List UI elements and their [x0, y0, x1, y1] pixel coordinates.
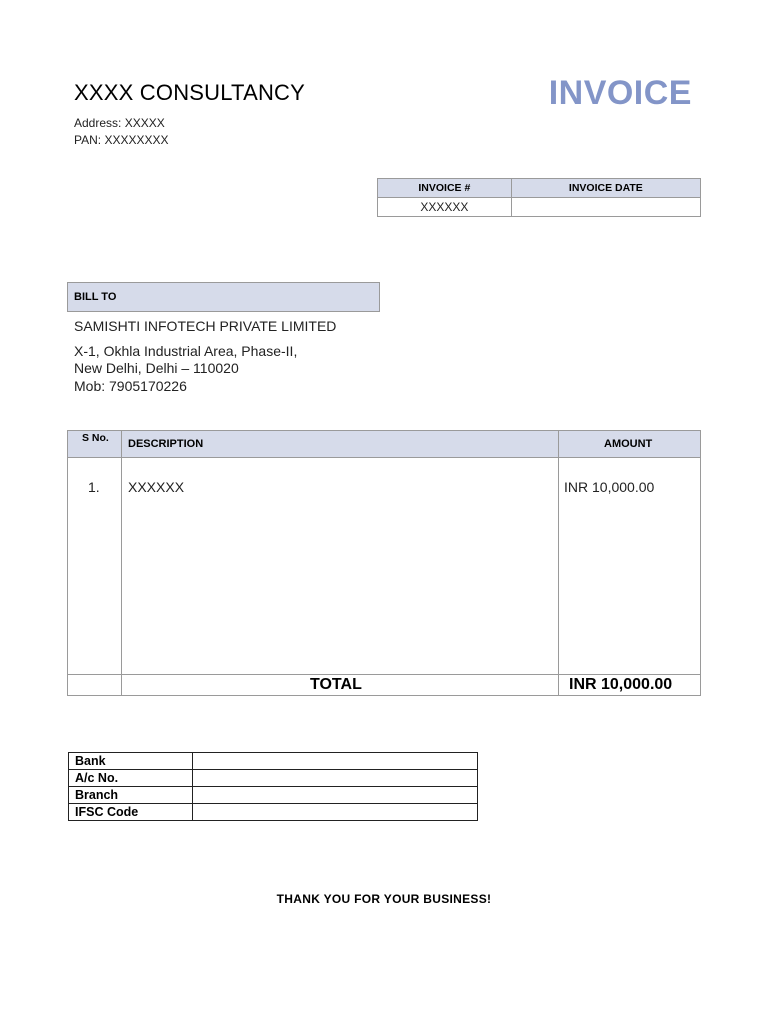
line-items-table [67, 430, 701, 696]
invoice-number-header: INVOICE # [378, 179, 512, 198]
ifsc-code-value [193, 804, 478, 821]
invoice-date-header: INVOICE DATE [511, 179, 700, 198]
invoice-number-value: XXXXXX [378, 198, 512, 217]
invoice-meta-table [377, 178, 701, 217]
bank-label: Bank [69, 753, 193, 770]
company-name: XXXX CONSULTANCY [74, 80, 305, 105]
invoice-title: INVOICE [548, 74, 692, 112]
total-label: TOTAL [310, 676, 362, 693]
description-header: DESCRIPTION [128, 438, 204, 450]
column-divider [558, 431, 559, 695]
bill-to-address-line-1: X-1, Okhla Industrial Area, Phase-II, [74, 343, 298, 359]
branch-value [193, 787, 478, 804]
account-number-label: A/c No. [69, 770, 193, 787]
company-address: Address: XXXXX [74, 116, 165, 130]
line-item-description: XXXXXX [128, 479, 185, 495]
bill-to-header: BILL TO [67, 282, 380, 312]
line-item-amount: INR 10,000.00 [564, 479, 655, 495]
total-amount: INR 10,000.00 [569, 676, 673, 693]
ifsc-code-label: IFSC Code [69, 804, 193, 821]
sno-header: S No. [82, 432, 109, 444]
column-divider [121, 431, 122, 695]
company-pan: PAN: XXXXXXXX [74, 133, 169, 147]
total-row-divider [68, 674, 700, 675]
bill-to-name: SAMISHTI INFOTECH PRIVATE LIMITED [74, 318, 337, 334]
line-item-sno: 1. [88, 479, 100, 495]
account-number-value [193, 770, 478, 787]
thank-you-message: THANK YOU FOR YOUR BUSINESS! [276, 892, 492, 906]
bill-to-address-line-2: New Delhi, Delhi – 110020 [74, 360, 239, 376]
branch-label: Branch [69, 787, 193, 804]
amount-header: AMOUNT [604, 438, 653, 450]
bill-to-mobile: Mob: 7905170226 [74, 378, 187, 394]
invoice-date-value [511, 198, 700, 217]
bank-details-table [68, 752, 478, 821]
bank-value [193, 753, 478, 770]
